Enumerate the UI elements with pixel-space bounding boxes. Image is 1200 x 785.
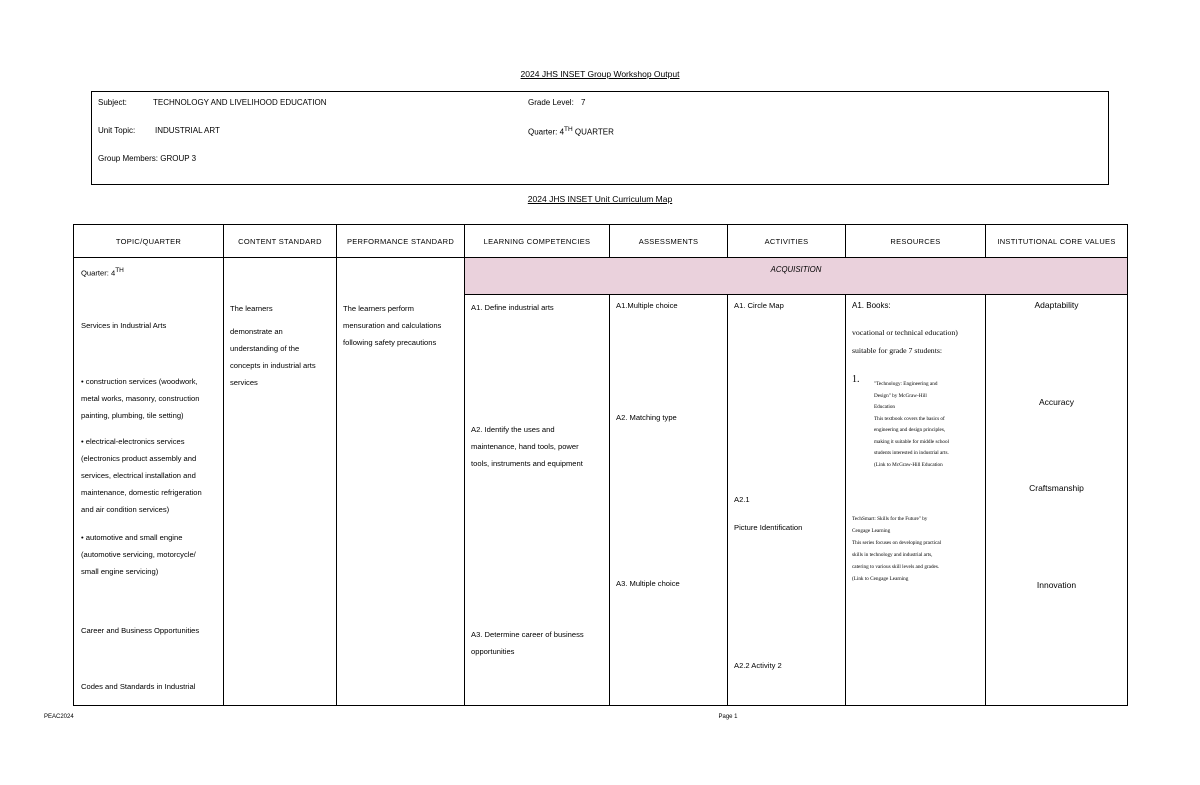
table-header-row bbox=[74, 225, 1128, 258]
topic-quarter bbox=[81, 262, 124, 282]
subject-value: TECHNOLOGY AND LIVELIHOOD EDUCATION bbox=[153, 98, 327, 107]
topic-cell bbox=[74, 258, 224, 706]
content-standard-line: The learners bbox=[230, 304, 273, 313]
construction-services bbox=[81, 373, 199, 424]
members-label: Group Members: bbox=[98, 154, 159, 163]
competency-a3-line: opportunities bbox=[471, 647, 515, 656]
content-standard-line: demonstrate an bbox=[230, 327, 283, 336]
quarter-sup: TH bbox=[564, 126, 573, 133]
career-opportunities: Career and Business Opportunities bbox=[81, 626, 200, 635]
resources-item2 bbox=[852, 513, 941, 585]
resources-item1-desc-line: making it suitable for middle school bbox=[874, 438, 950, 445]
resources-item1-desc-line: students interested in industrial arts. bbox=[874, 450, 949, 456]
competency-a2-line: A2. Identify the uses and bbox=[471, 425, 555, 434]
topic-quarter-label: Quarter: 4 bbox=[81, 268, 116, 278]
resources-item2-line: TechSmart: Skills for the Future" by bbox=[852, 516, 928, 522]
performance-standard-text bbox=[343, 300, 441, 351]
competency-a2-line: maintenance, hand tools, power bbox=[471, 442, 579, 451]
content-standard-line: concepts in industrial arts bbox=[230, 361, 316, 370]
col-header-learning-competencies: LEARNING COMPETENCIES bbox=[465, 225, 610, 258]
resources-item1-number: 1. bbox=[852, 374, 860, 385]
electrical-line: and air condition services) bbox=[81, 505, 170, 514]
assessment-a1: A1.Multiple choice bbox=[616, 301, 678, 310]
competency-a2-line: tools, instruments and equipment bbox=[471, 459, 583, 468]
col-header-core-values: INSTITUTIONAL CORE VALUES bbox=[986, 225, 1128, 258]
core-value-adaptability: Adaptability bbox=[1034, 300, 1079, 310]
grade-label: Grade Level: bbox=[528, 98, 574, 107]
electrical-line: maintenance, domestic refrigeration bbox=[81, 488, 202, 497]
construction-line: painting, plumbing, tile setting) bbox=[81, 411, 184, 420]
performance-standard-line: following safety precautions bbox=[343, 338, 437, 347]
acquisition-row bbox=[74, 258, 1128, 295]
competency-a3 bbox=[471, 626, 584, 660]
automotive-line: • automotive and small engine bbox=[81, 533, 183, 542]
unit-label: Unit Topic: bbox=[98, 126, 136, 135]
resources-item2-desc-line: skills in technology and industrial arts, bbox=[852, 552, 933, 558]
footer-left: PEAC2024 bbox=[44, 714, 74, 720]
competency-a3-line: A3. Determine career of business bbox=[471, 630, 584, 639]
quarter-field bbox=[528, 126, 614, 137]
electrical-line: (electronics product assembly and bbox=[81, 454, 197, 463]
core-value-accuracy: Accuracy bbox=[1039, 397, 1074, 407]
assessments-cell bbox=[610, 295, 728, 706]
col-header-content-standard: CONTENT STANDARD bbox=[224, 225, 337, 258]
quarter-label: Quarter: 4 bbox=[528, 127, 565, 137]
footer-center: Page 1 bbox=[718, 714, 738, 720]
resources-item2-desc-line: catering to various skill levels and grades. bbox=[852, 564, 940, 570]
activity-a21: A2.1 bbox=[734, 495, 750, 504]
activity-a21-desc: Picture Identification bbox=[734, 523, 803, 532]
resources-item2-desc-line: This series focuses on developing practical bbox=[852, 540, 942, 546]
subject-label: Subject: bbox=[98, 98, 127, 107]
resources-intro-line: suitable for grade 7 students: bbox=[852, 346, 943, 355]
resources-item2-desc-line: (Link to Cengage Learning bbox=[852, 576, 909, 582]
codes-standards: Codes and Standards in Industrial bbox=[81, 682, 196, 691]
activities-cell bbox=[728, 295, 846, 706]
curriculum-map-table bbox=[73, 224, 1128, 706]
resources-intro-line: vocational or technical education) bbox=[852, 328, 958, 337]
activity-a1: A1. Circle Map bbox=[734, 301, 784, 310]
topic-quarter-sup: TH bbox=[115, 267, 124, 274]
col-header-topic: TOPIC/QUARTER bbox=[74, 225, 224, 258]
core-value-innovation: Innovation bbox=[1036, 580, 1077, 590]
electrical-line: • electrical-electronics services bbox=[81, 437, 185, 446]
electrical-services bbox=[81, 433, 202, 518]
unit-value: INDUSTRIAL ART bbox=[155, 126, 220, 135]
performance-standard-line: The learners perform bbox=[343, 304, 414, 313]
acquisition-banner bbox=[465, 258, 1128, 295]
activity-a22: A2.2 Activity 2 bbox=[734, 661, 782, 670]
resources-intro bbox=[852, 324, 958, 360]
col-header-assessments: ASSESSMENTS bbox=[610, 225, 728, 258]
members-value: GROUP 3 bbox=[160, 154, 197, 163]
members-field bbox=[98, 154, 196, 163]
automotive-line: small engine servicing) bbox=[81, 567, 159, 576]
resources-item1-line: "Technology: Engineering and bbox=[874, 381, 938, 387]
assessment-a2: A2. Matching type bbox=[616, 413, 677, 422]
services-heading: Services in Industrial Arts bbox=[81, 321, 167, 330]
content-standard-line: services bbox=[230, 378, 258, 387]
resources-books: A1. Books: bbox=[852, 301, 891, 310]
col-header-activities: ACTIVITIES bbox=[728, 225, 846, 258]
page-title: 2024 JHS INSET Group Workshop Output bbox=[520, 69, 680, 79]
info-box bbox=[91, 91, 1109, 185]
construction-line: metal works, masonry, construction bbox=[81, 394, 200, 403]
content-standard-line: understanding of the bbox=[230, 344, 300, 353]
resources-item1 bbox=[874, 379, 949, 471]
content-standard-text bbox=[230, 300, 316, 391]
col-header-resources: RESOURCES bbox=[846, 225, 986, 258]
performance-standard-line: mensuration and calculations bbox=[343, 321, 442, 330]
resources-item1-line: Education bbox=[874, 404, 896, 410]
assessment-a3: A3. Multiple choice bbox=[616, 579, 680, 588]
resources-item1-desc-line: engineering and design principles, bbox=[874, 427, 946, 433]
resources-cell bbox=[846, 295, 986, 706]
electrical-line: services, electrical installation and bbox=[81, 471, 196, 480]
content-standard-cell bbox=[224, 258, 337, 706]
map-title: 2024 JHS INSET Unit Curriculum Map bbox=[527, 194, 673, 204]
resources-item2-line: Cengage Learning bbox=[852, 528, 891, 534]
automotive-services bbox=[81, 529, 196, 580]
core-values-cell bbox=[986, 295, 1128, 706]
resources-item1-desc-line: (Link to McGraw-Hill Education bbox=[874, 461, 943, 468]
resources-item1-line: Design" by McGraw-Hill bbox=[874, 392, 927, 399]
quarter-suffix: QUARTER bbox=[574, 127, 614, 137]
construction-line: • construction services (woodwork, bbox=[81, 377, 198, 386]
competency-a2 bbox=[471, 421, 583, 472]
acquisition-label: ACQUISITION bbox=[770, 265, 822, 274]
competencies-cell bbox=[465, 295, 610, 706]
competency-a1: A1. Define industrial arts bbox=[471, 303, 554, 312]
col-header-performance-standard: PERFORMANCE STANDARD bbox=[337, 225, 465, 258]
grade-value: 7 bbox=[581, 98, 586, 107]
resources-item1-desc-line: This textbook covers the basics of bbox=[874, 415, 945, 422]
core-value-craftsmanship: Craftsmanship bbox=[1029, 483, 1084, 493]
automotive-line: (automotive servicing, motorcycle/ bbox=[81, 550, 196, 559]
performance-standard-cell bbox=[337, 258, 465, 706]
